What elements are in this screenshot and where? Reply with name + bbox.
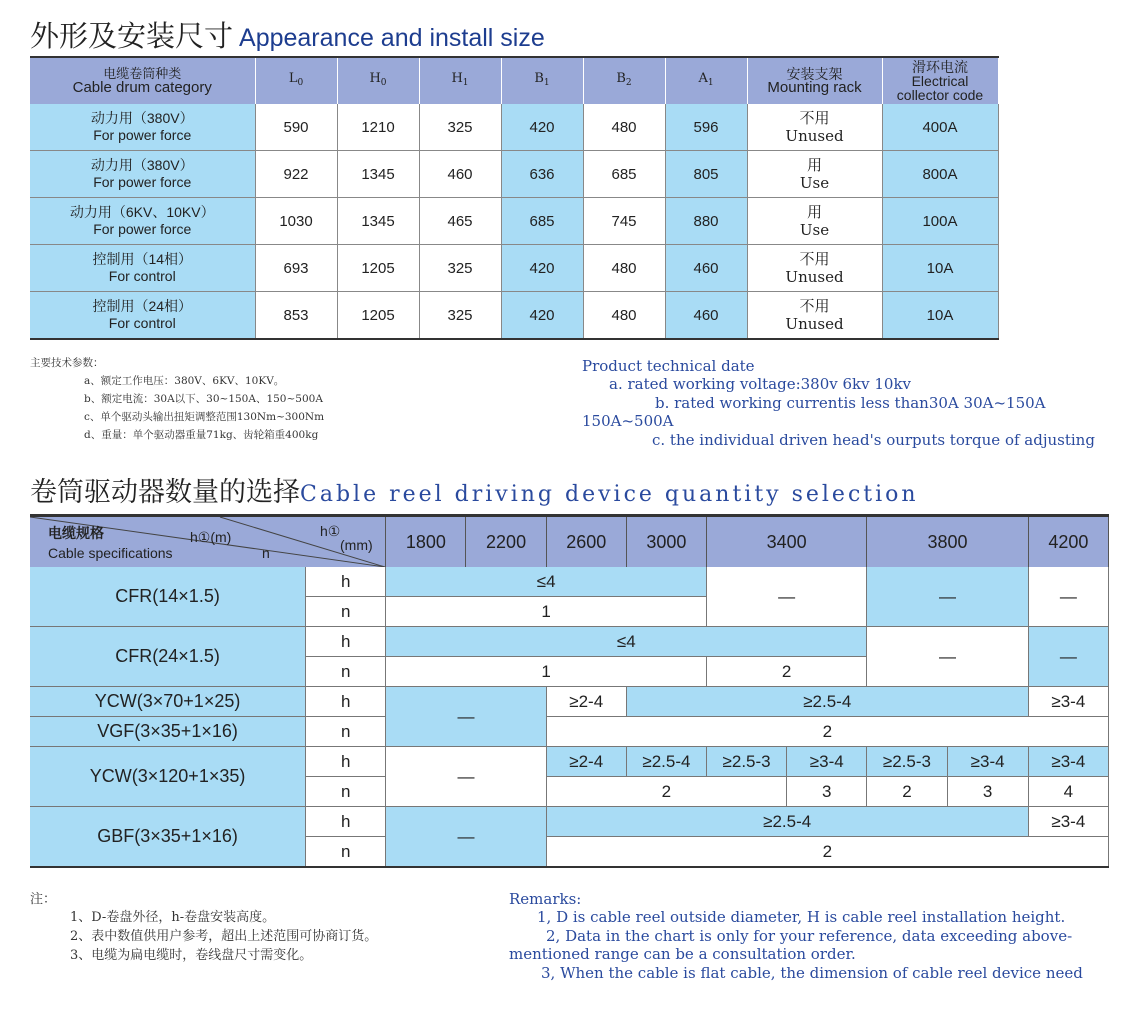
cell-value: 3: [787, 777, 867, 807]
notes-en-2a: 2, Data in the chart is only for your reference, data exceeding above-: [546, 927, 1073, 945]
corner-spec-zh: 电缆规格: [48, 525, 104, 541]
table-row: [30, 292, 998, 340]
cell-h1: 325: [419, 104, 501, 151]
row-category: 控制用（24相） For control: [30, 292, 255, 340]
col-header: 1800: [386, 516, 466, 568]
cell-value: ≥2-4: [546, 687, 626, 717]
cell-rack: 用 Use: [747, 151, 882, 198]
col-header: 2200: [466, 516, 546, 568]
spec-label: YCW(3×70+1×25): [30, 687, 306, 717]
header-corner: [30, 516, 386, 568]
cell-dash: —: [867, 567, 1028, 627]
section-title: [30, 14, 545, 55]
cell-value: ≤4: [386, 627, 867, 657]
cell-a1: 460: [665, 245, 747, 292]
table-row: [30, 717, 1109, 747]
row-n: n: [306, 657, 386, 687]
section-title-en: Cable reel driving device quantity selection: [300, 482, 919, 507]
row-h: h: [306, 567, 386, 597]
cell-value: ≥3-4: [947, 747, 1028, 777]
row-category: 控制用（14相） For control: [30, 245, 255, 292]
row-n: n: [306, 837, 386, 868]
tech-en-b2: 150A~500A: [582, 412, 674, 430]
cell-rack: 不用 Unused: [747, 245, 882, 292]
row-h: h: [306, 687, 386, 717]
cell-value: 3: [947, 777, 1028, 807]
cell-value: ≥3-4: [787, 747, 867, 777]
cell-h1: 325: [419, 292, 501, 340]
cell-dash: —: [1028, 627, 1108, 687]
table-row: [30, 104, 998, 151]
cell-h0: 1210: [337, 104, 419, 151]
table-row: [30, 151, 998, 198]
row-h: h: [306, 627, 386, 657]
tech-zh-c: c、单个驱动头输出扭矩调整范围130Nm~300Nm: [84, 411, 325, 423]
notes-en-2b: mentioned range can be a consultation order.: [509, 945, 856, 963]
cell-dash: —: [386, 807, 546, 868]
cell-value: ≥3-4: [1028, 807, 1108, 837]
cell-value: ≥3-4: [1028, 747, 1108, 777]
spec-label: YCW(3×120+1×35): [30, 747, 306, 807]
cell-value: 2: [546, 837, 1108, 868]
cell-value: 2: [546, 777, 787, 807]
tech-en-b: b. rated working currentis less than30A 30A~150A: [655, 394, 1046, 412]
table-row: [30, 807, 1109, 837]
cell-rack: 不用 Unused: [747, 292, 882, 340]
corner-n-label: n: [262, 545, 270, 561]
cell-a1: 596: [665, 104, 747, 151]
cell-code: 10A: [882, 292, 998, 340]
table-row: [30, 245, 998, 292]
notes-en-heading: Remarks:: [509, 890, 582, 908]
notes-zh-heading: 注：: [30, 892, 57, 907]
table-row: [30, 567, 1109, 597]
cell-code: 10A: [882, 245, 998, 292]
cell-value: 1: [386, 657, 707, 687]
row-h: h: [306, 747, 386, 777]
table-row: [30, 747, 1109, 777]
cell-value: ≥2.5-4: [546, 807, 1028, 837]
cell-value: ≤4: [386, 567, 707, 597]
cell-value: 2: [867, 777, 947, 807]
notes-zh-1: 1、D-卷盘外径，h-卷盘安装高度。: [70, 910, 276, 925]
header-b1: $B_1$: [501, 57, 583, 104]
cell-dash: —: [867, 627, 1028, 687]
cell-value: ≥3-4: [1028, 687, 1108, 717]
row-category: 动力用（380V） For power force: [30, 151, 255, 198]
cell-dash: —: [706, 567, 866, 627]
spec-label: VGF(3×35+1×16): [30, 717, 306, 747]
col-header: 4200: [1028, 516, 1108, 568]
cell-b2: 480: [583, 104, 665, 151]
row-h: h: [306, 807, 386, 837]
table-row: [30, 198, 998, 245]
cell-l0: 853: [255, 292, 337, 340]
cell-dash: —: [1028, 567, 1108, 627]
tech-zh-heading: 主要技术参数：: [30, 357, 104, 369]
section-title-zh: 外形及安装尺寸: [30, 19, 234, 53]
cell-rack: 不用 Unused: [747, 104, 882, 151]
header-h1: $H_1$: [419, 57, 501, 104]
corner-h-label: h①(m): [190, 529, 232, 545]
notes-en-1: 1, D is cable reel outside diameter, H is cable reel installation height.: [537, 908, 1066, 926]
col-header: 3400: [706, 516, 866, 568]
cell-l0: 922: [255, 151, 337, 198]
cell-a1: 805: [665, 151, 747, 198]
header-a1: $A_1$: [665, 57, 747, 104]
cell-value: ≥2.5-3: [706, 747, 786, 777]
table-row: [30, 687, 1109, 717]
table-row: [30, 627, 1109, 657]
header-category: 电缆卷筒种类 Cable drum category: [30, 57, 255, 104]
cell-b2: 480: [583, 245, 665, 292]
col-header: 2600: [546, 516, 626, 568]
table-header-row: [30, 516, 1109, 568]
spec-label: GBF(3×35+1×16): [30, 807, 306, 868]
cell-value: ≥2.5-4: [626, 687, 1028, 717]
section-title-en: Appearance and install size: [239, 24, 545, 52]
notes-en-3: 3, When the cable is flat cable, the dimension of cable reel device need: [541, 964, 1083, 982]
row-n: n: [306, 597, 386, 627]
cell-rack: 用 Use: [747, 198, 882, 245]
cell-b2: 480: [583, 292, 665, 340]
tech-zh-b: b、额定电流：30A以下、30~150A、150~500A: [84, 393, 323, 405]
cell-h0: 1345: [337, 151, 419, 198]
cell-b2: 745: [583, 198, 665, 245]
cell-value: ≥2-4: [546, 747, 626, 777]
cell-code: 800A: [882, 151, 998, 198]
section-title-zh: 卷筒驱动器数量的选择: [30, 477, 300, 508]
row-category: 动力用（6KV、10KV） For power force: [30, 198, 255, 245]
tech-en-c: c. the individual driven head's ourputs torque of adjusting: [652, 431, 1095, 449]
cell-l0: 693: [255, 245, 337, 292]
tech-en-a: a. rated working voltage:380v 6kv 10kv: [609, 375, 912, 393]
cell-b1: 420: [501, 104, 583, 151]
cell-l0: 590: [255, 104, 337, 151]
tech-zh-d: d、重量：单个驱动器重量71kg、齿轮箱重400kg: [84, 429, 319, 441]
cell-value: 4: [1028, 777, 1108, 807]
cell-h0: 1345: [337, 198, 419, 245]
row-n: n: [306, 777, 386, 807]
section-title: [30, 470, 919, 509]
cell-b2: 685: [583, 151, 665, 198]
cell-value: ≥2.5-3: [867, 747, 947, 777]
col-header: 3800: [867, 516, 1028, 568]
cell-value: ≥2.5-4: [626, 747, 706, 777]
table-header-row: [30, 57, 998, 104]
tech-en-heading: Product technical date: [582, 357, 755, 375]
tech-zh-a: a、额定工作电压：380V、6KV、10KV。: [84, 375, 285, 387]
header-rack: 安装支架 Mounting rack: [747, 57, 882, 104]
cell-code: 100A: [882, 198, 998, 245]
cell-value: 2: [706, 657, 866, 687]
cell-code: 400A: [882, 104, 998, 151]
cell-h1: 465: [419, 198, 501, 245]
cell-b1: 420: [501, 292, 583, 340]
row-n: n: [306, 717, 386, 747]
cell-b1: 685: [501, 198, 583, 245]
cell-a1: 460: [665, 292, 747, 340]
cell-h1: 460: [419, 151, 501, 198]
cell-value: 2: [546, 717, 1108, 747]
spec-label: CFR(24×1.5): [30, 627, 306, 687]
cell-a1: 880: [665, 198, 747, 245]
notes-zh-2: 2、表中数值供用户参考，超出上述范围可协商订货。: [70, 929, 378, 944]
row-category: 动力用（380V） For power force: [30, 104, 255, 151]
header-h0: $H_0$: [337, 57, 419, 104]
dimension-table: [30, 56, 999, 340]
corner-mm-unit: (mm): [340, 537, 373, 553]
corner-spec-en: Cable specifications: [48, 545, 173, 561]
spec-label: CFR(14×1.5): [30, 567, 306, 627]
cell-dash: —: [386, 687, 546, 747]
corner-mm-label: h①: [320, 523, 341, 539]
notes-zh-3: 3、电缆为扁电缆时，卷线盘尺寸需变化。: [70, 948, 313, 963]
col-header: 3000: [626, 516, 706, 568]
cell-h0: 1205: [337, 292, 419, 340]
cell-l0: 1030: [255, 198, 337, 245]
cell-h0: 1205: [337, 245, 419, 292]
cell-h1: 325: [419, 245, 501, 292]
header-b2: $B_2$: [583, 57, 665, 104]
header-collector: 滑环电流 Electrical collector code: [882, 57, 998, 104]
cell-b1: 636: [501, 151, 583, 198]
header-l0: $L_0$: [255, 57, 337, 104]
cell-b1: 420: [501, 245, 583, 292]
cell-dash: —: [386, 747, 546, 807]
selection-table: [30, 514, 1109, 868]
cell-value: 1: [386, 597, 707, 627]
